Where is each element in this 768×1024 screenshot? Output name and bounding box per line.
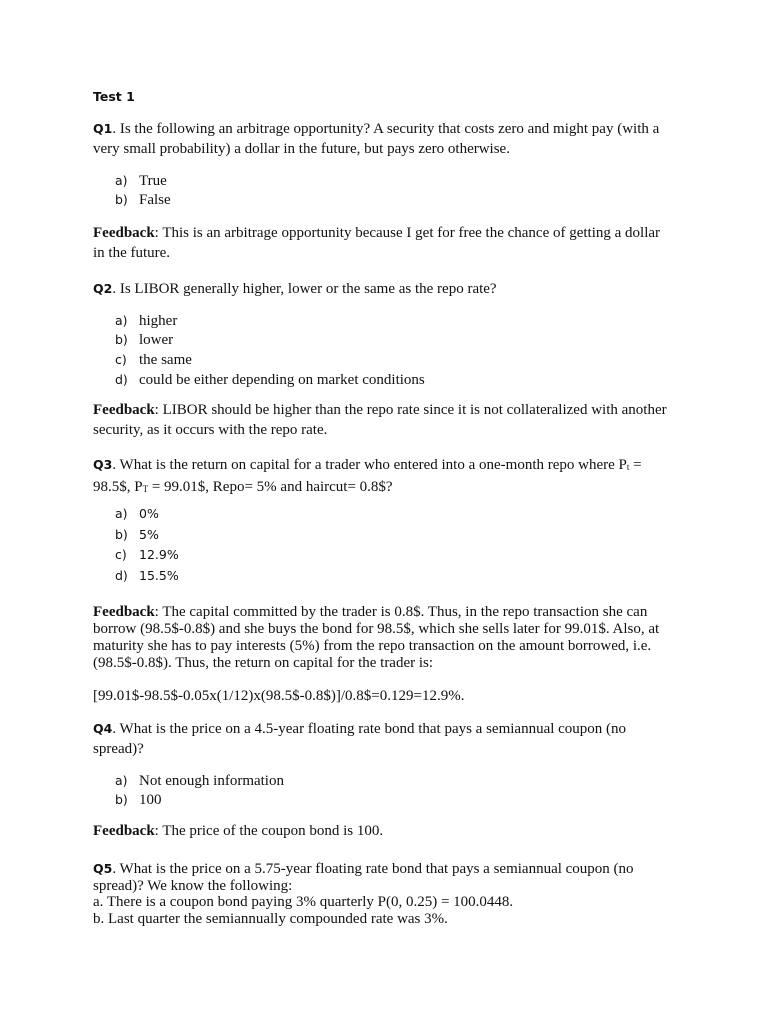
q4-feedback: Feedback: The price of the coupon bond is 100.: [93, 823, 384, 839]
question-2-text: . Is LIBOR generally higher, lower or the same as the repo rate?: [112, 281, 497, 297]
question-4-label: Q4: [93, 721, 113, 736]
q2-option-d: d) could be either depending on market conditions: [115, 372, 425, 388]
q3-option-a: a) 0%: [115, 506, 159, 521]
question-1: [93, 119, 673, 159]
question-2-label: Q2: [93, 281, 113, 296]
question-2: [93, 279, 673, 300]
q4-option-b: b) 100: [115, 792, 162, 808]
q2-option-b: b) lower: [115, 332, 174, 348]
q1-option-a: a) True: [115, 173, 167, 189]
q2-option-a: a) higher: [115, 313, 178, 329]
q4-option-a: a) Not enough information: [115, 773, 284, 789]
question-1-label: Q1: [93, 121, 113, 136]
q3-formula: [99.01$-98.5$-0.05x(1/12)x(98.5$-0.8$)]/0.8$=0.129=12.9%.: [93, 688, 465, 704]
question-4: Q4. What is the price on a 4.5-year floating rate bond that pays a semiannual coupon (no spread)?: [93, 721, 627, 757]
question-5: Q5. What is the price on a 5.75-year floating rate bond that pays a semiannual coupon (no spread)? We know the following:: [93, 861, 634, 894]
document-title: Test 1: [93, 89, 135, 104]
q1-feedback: Feedback: This is an arbitrage opportunity because I get for free the chance of getting a dollar in the future.: [93, 225, 661, 261]
feedback-label: Feedback: [93, 823, 155, 839]
q2-feedback: Feedback: LIBOR should be higher than the repo rate since it is not collateralized with another security, as it occurs with the repo rate.: [93, 402, 667, 438]
feedback-label: Feedback: [93, 604, 155, 620]
q3-option-d: d) 15.5%: [115, 568, 179, 583]
q1-option-b: b) False: [115, 192, 171, 208]
q5-given-b: b. Last quarter the semiannually compounded rate was 3%.: [93, 911, 448, 927]
q3-option-b: b) 5%: [115, 527, 159, 542]
q3-feedback: Feedback: The capital committed by the trader is 0.8$. Thus, in the repo transaction she can borrow (98.5$-0.8$) and she buys the bond for 98.5$, which she sells later for 99.01$. Also, at maturity she has to pay interests (5%) from the repo transaction on the amount borrowed, i.e. (98.5$-0.8$). Thus, the return on capital for the trader is:: [93, 604, 660, 671]
question-3-label: Q3: [93, 457, 113, 472]
question-1-text: . Is the following an arbitrage opportunity? A security that costs zero and might pay (with a very small probability) a dollar in the future, but pays zero otherwise.: [93, 121, 660, 157]
q3-option-c: c) 12.9%: [115, 547, 179, 562]
q5-given-a: a. There is a coupon bond paying 3% quarterly P(0, 0.25) = 100.0448.: [93, 894, 514, 910]
question-5-label: Q5: [93, 861, 113, 876]
feedback-label: Feedback: [93, 402, 155, 418]
feedback-label: Feedback: [93, 225, 155, 241]
question-3: Q3. What is the return on capital for a trader who entered into a one-month repo where $P_t$ = 98.5$, $P_T$ = 99.01$, Repo= 5% and haircut= 0.8$?: [93, 457, 642, 495]
q2-option-c: c) the same: [115, 352, 192, 368]
